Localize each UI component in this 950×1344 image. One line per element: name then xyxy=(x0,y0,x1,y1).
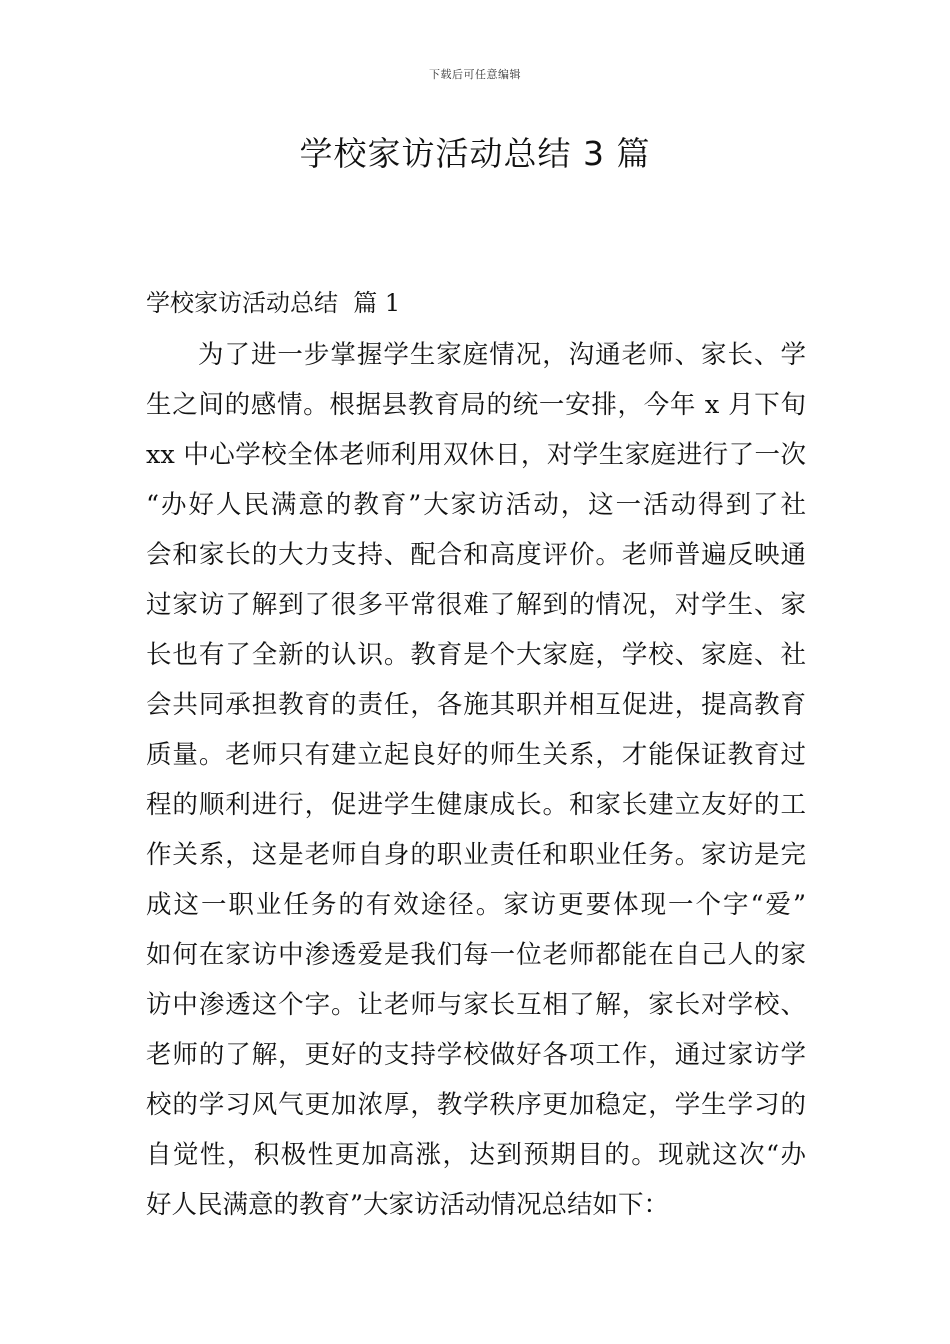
paragraph-line: 好人民满意的教育”大家访活动情况总结如下： xyxy=(146,1190,670,1220)
paragraph-line: 如何在家访中渗透爱是我们每一位老师都能在自己人的家 xyxy=(146,940,806,970)
paragraph-line: 质量。老师只有建立起良好的师生关系，才能保证教育过 xyxy=(146,740,806,770)
paragraph-line: 访中渗透这个字。让老师与家长互相了解，家长对学校、 xyxy=(146,990,806,1020)
paragraph-line: xx 中心学校全体老师利用双休日，对学生家庭进行了一次 xyxy=(146,440,806,470)
paragraph-line: 成这一职业任务的有效途径。家访更要体现一个字“爱” xyxy=(146,890,806,920)
body-paragraph xyxy=(146,330,806,1230)
paragraph-line: “办好人民满意的教育”大家访活动，这一活动得到了社 xyxy=(146,490,806,520)
paragraph-line: 会共同承担教育的责任，各施其职并相互促进，提高教育 xyxy=(146,690,806,720)
paragraph-line: 生之间的感情。根据县教育局的统一安排，今年 x 月下旬 xyxy=(146,390,806,420)
section-heading: 学校家访活动总结 篇 1 xyxy=(146,289,401,317)
paragraph-line: 校的学习风气更加浓厚，教学秩序更加稳定，学生学习的 xyxy=(146,1090,806,1120)
paragraph-line: 过家访了解到了很多平常很难了解到的情况，对学生、家 xyxy=(146,590,806,620)
paragraph-line: 作关系，这是老师自身的职业责任和职业任务。家访是完 xyxy=(146,840,806,870)
paragraph-line: 自觉性，积极性更加高涨，达到预期目的。现就这次“办 xyxy=(146,1140,806,1170)
header-note: 下载后可任意编辑 xyxy=(429,68,521,81)
paragraph-line: 程的顺利进行，促进学生健康成长。和家长建立友好的工 xyxy=(146,790,806,820)
document-title: 学校家访活动总结 3 篇 xyxy=(299,134,651,173)
paragraph-line: 会和家长的大力支持、配合和高度评价。老师普遍反映通 xyxy=(146,540,806,570)
paragraph-line: 老师的了解，更好的支持学校做好各项工作，通过家访学 xyxy=(146,1040,806,1070)
paragraph-line: 长也有了全新的认识。教育是个大家庭，学校、家庭、社 xyxy=(146,640,806,670)
paragraph-line: 为了进一步掌握学生家庭情况，沟通老师、家长、学 xyxy=(198,340,806,370)
